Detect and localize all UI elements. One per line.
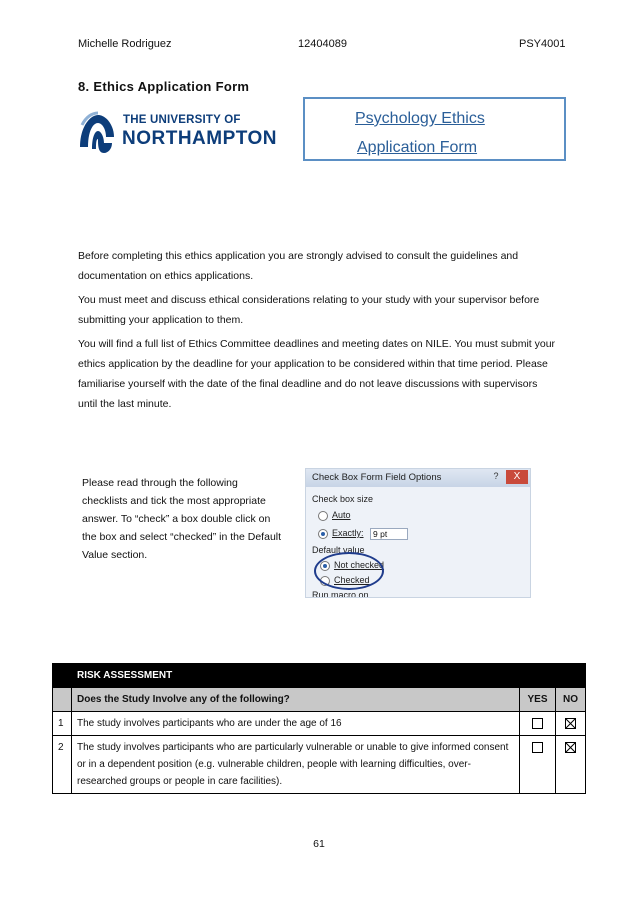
header-module-code: PSY4001: [519, 38, 566, 50]
highlight-circle: [314, 552, 384, 590]
checked-label: Checked: [334, 575, 370, 585]
auto-label: Auto: [332, 510, 351, 520]
intro-paragraph-2: You must meet and discuss ethical considerations relating to your study with your supervisor before submitting your application to them.: [78, 294, 540, 326]
dialog-screenshot: [305, 468, 531, 598]
logo-line1: THE UNIVERSITY OF: [123, 114, 241, 126]
northampton-emblem-icon: [76, 109, 120, 155]
exactly-radio-icon: [318, 529, 328, 539]
section-title: 8. Ethics Application Form: [78, 79, 250, 94]
header-blank-cell: [520, 664, 556, 688]
no-column-header: NO: [556, 688, 586, 712]
row-number: 2: [53, 736, 72, 794]
table-row: [53, 712, 586, 736]
page-number: 61: [313, 838, 325, 850]
risk-assessment-heading: RISK ASSESSMENT: [72, 664, 520, 688]
table-header-row: [53, 664, 586, 688]
size-value-field: 9 pt: [370, 528, 408, 540]
header-student-id: 12404089: [298, 38, 347, 50]
row-number: 1: [53, 712, 72, 736]
not-checked-label: Not checked: [334, 560, 385, 570]
ethics-title-line1: Psychology Ethics: [355, 110, 485, 127]
exactly-label: Exactly:: [332, 528, 364, 538]
row-text: The study involves participants who are under the age of 16: [72, 712, 520, 736]
intro-paragraph-1: Before completing this ethics application you are strongly advised to consult the guidelines and documentation on ethics applications.: [78, 250, 519, 282]
auto-radio-icon: [318, 511, 328, 521]
checklist-instruction: Please read through the following checklists and tick the most appropriate answer. To “check” a box double click on the box and select “checked” in the Default Value section.: [82, 477, 282, 561]
dialog-title: Check Box Form Field Options: [312, 472, 442, 483]
yes-column-header: YES: [520, 688, 556, 712]
university-logo: [76, 108, 276, 156]
default-value-label: Default value: [312, 545, 365, 555]
logo-line2: NORTHAMPTON: [122, 128, 278, 149]
yes-checkbox[interactable]: [532, 742, 543, 753]
size-group-label: Check box size: [312, 494, 374, 504]
help-icon: ?: [493, 471, 499, 481]
ethics-title-line2: Application Form: [357, 139, 478, 156]
intro-paragraph-3: You will find a full list of Ethics Committee deadlines and meeting dates on NILE. You must submit your ethics application by the deadline for your application to be considered within that time period. Please familiarise yourself with the date of the final deadline and do not leave discussions with supervisors until the last minute.: [78, 338, 556, 410]
close-icon: X: [506, 470, 528, 484]
question-heading: Does the Study Involve any of the following?: [72, 688, 520, 712]
table-question-row: [53, 688, 586, 712]
table-row: [53, 736, 586, 794]
dialog-titlebar: [306, 469, 530, 487]
header-blank-cell: [556, 664, 586, 688]
no-checkbox-checked[interactable]: [565, 718, 576, 729]
yes-checkbox[interactable]: [532, 718, 543, 729]
cut-off-label: Run macro on: [312, 590, 369, 598]
question-blank-cell: [53, 688, 72, 712]
row-text: The study involves participants who are particularly vulnerable or unable to give informed consent or in a dependent position (e.g. vulnerable children, people with learning difficulties, over-researched groups or people in care facilities).: [72, 736, 520, 794]
no-checkbox-checked[interactable]: [565, 742, 576, 753]
header-blank-cell: [53, 664, 72, 688]
ethics-title-box: [303, 97, 566, 161]
risk-assessment-table: [52, 663, 586, 794]
header-author: Michelle Rodriguez: [78, 38, 172, 50]
